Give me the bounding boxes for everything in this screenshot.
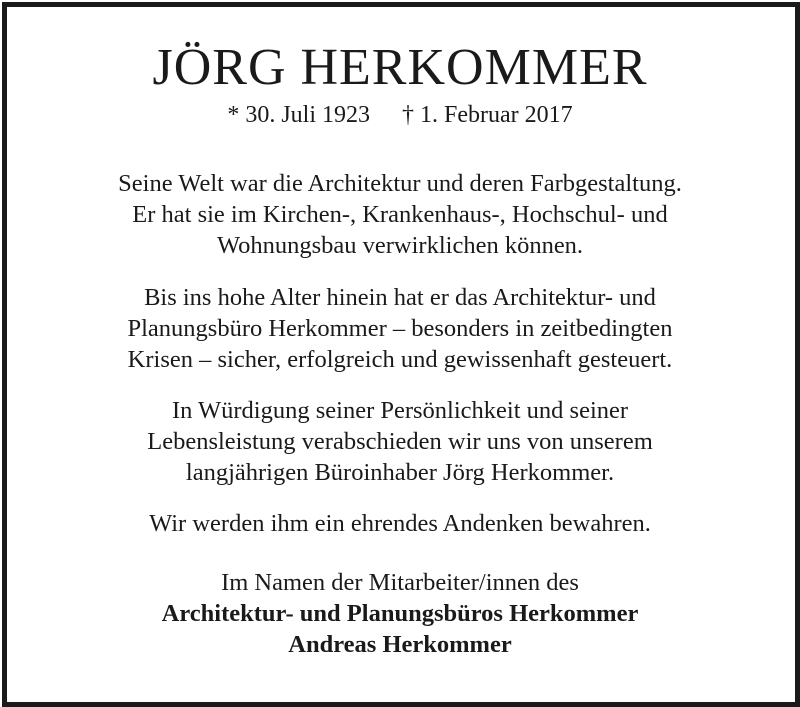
text-line: Bis ins hohe Alter hinein hat er das Architektur- und xyxy=(144,284,656,311)
text-line: Er hat sie im Kirchen-, Krankenhaus-, Hochschul- und xyxy=(132,201,668,228)
paragraph-remembrance xyxy=(0,508,800,539)
paragraph-architecture xyxy=(0,168,800,261)
signature-firm: Architektur- und Planungsbüros Herkommer xyxy=(161,600,639,627)
text-line: Wir werden ihm ein ehrendes Andenken bewahren. xyxy=(149,510,651,537)
text-line: langjährigen Büroinhaber Jörg Herkommer. xyxy=(185,459,615,486)
deceased-name: JÖRG HERKOMMER xyxy=(152,39,648,96)
signature-person: Andreas Herkommer xyxy=(288,631,512,658)
text-line: In Würdigung seiner Persönlichkeit und seiner xyxy=(171,397,629,424)
signature-block xyxy=(0,567,800,660)
life-dates xyxy=(0,100,800,130)
signature-intro: Im Namen der Mitarbeiter/innen des xyxy=(221,569,579,596)
paragraph-office xyxy=(0,282,800,375)
text-line: Wohnungsbau verwirklichen können. xyxy=(216,232,584,259)
birth-date: * 30. Juli 1923 xyxy=(227,102,371,128)
text-line: Krisen – sicher, erfolgreich und gewissenhaft gesteuert. xyxy=(127,346,673,373)
death-date: † 1. Februar 2017 xyxy=(402,102,573,128)
text-line: Seine Welt war die Architektur und deren Farbgestaltung. xyxy=(118,170,682,197)
paragraph-tribute xyxy=(0,395,800,488)
text-line: Planungsbüro Herkommer – besonders in zeitbedingten xyxy=(127,315,673,342)
text-line: Lebensleistung verabschieden wir uns von unserem xyxy=(147,428,653,455)
